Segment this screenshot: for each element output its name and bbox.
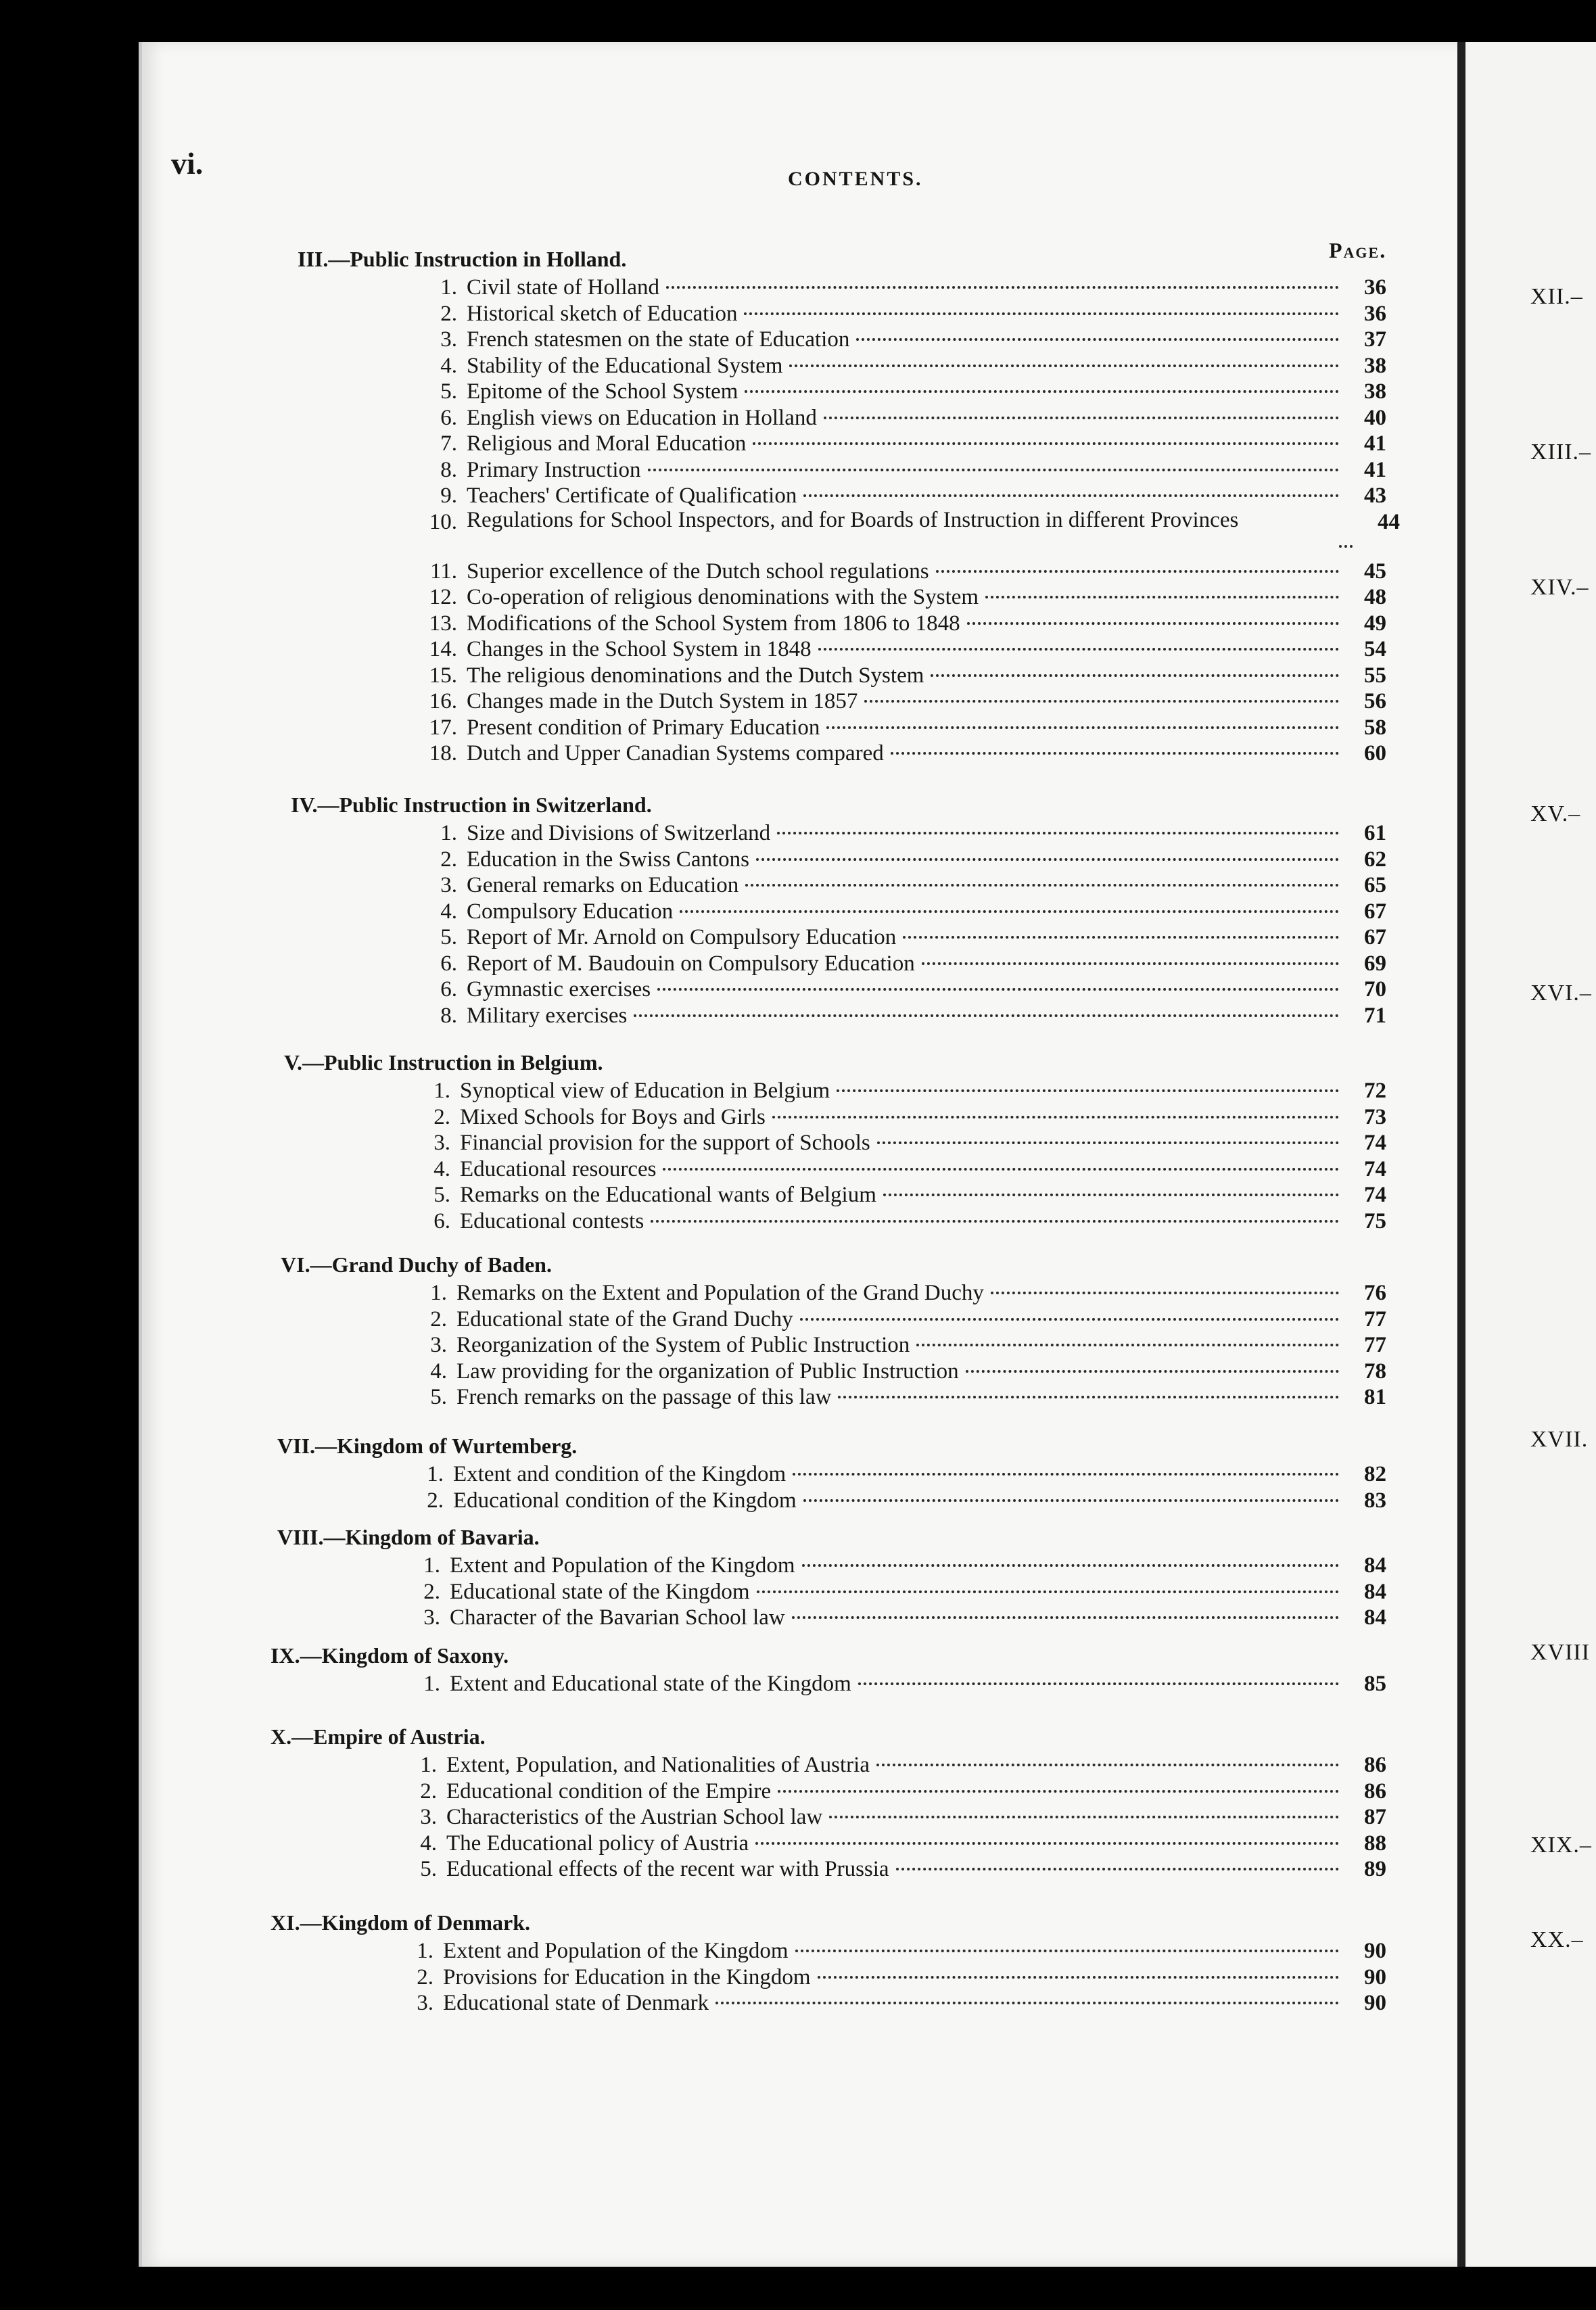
entry-number: 2.	[423, 1579, 440, 1604]
page-column-label: Page.	[1329, 238, 1387, 262]
dot-leader	[826, 726, 1339, 729]
entry-title: Synoptical view of Education in Belgium	[460, 1079, 830, 1103]
entry-number: 6.	[440, 977, 457, 1001]
toc-entry	[406, 636, 1386, 663]
entry-page-number: 54	[1364, 637, 1386, 662]
entry-page-number: 87	[1364, 1805, 1386, 1829]
adjacent-page-mark: XVIII	[1530, 1640, 1591, 1665]
dot-leader	[753, 442, 1339, 445]
dot-leader	[663, 1168, 1339, 1171]
entry-title: Educational condition of the Empire	[446, 1778, 772, 1804]
entry-page-number: 78	[1364, 1359, 1386, 1384]
entry-number: 8.	[440, 1003, 457, 1028]
entry-page-number: 90	[1364, 1939, 1386, 1963]
entry-page-number: 70	[1364, 977, 1386, 1001]
entry-title: Regulations for School Inspectors, and for Boards of Instruction in different Provinces	[467, 507, 1239, 532]
dot-leader	[966, 1370, 1339, 1373]
entry-number: 8.	[440, 457, 457, 482]
toc-entry	[406, 300, 1386, 327]
adjacent-page-mark: XIX.–	[1530, 1833, 1592, 1858]
entry-page-number: 72	[1364, 1079, 1386, 1103]
entry-number: 4.	[420, 1831, 437, 1856]
entry-title: Extent, Population, and Nationalities of Austria	[446, 1753, 870, 1777]
entry-page-number: 38	[1364, 353, 1386, 378]
entry-title: Report of Mr. Arnold on Compulsory Education	[467, 925, 897, 949]
entry-title: Dutch and Upper Canadian Systems compared	[467, 741, 884, 766]
entry-title: General remarks on Education	[467, 873, 739, 897]
entry-page-number: 84	[1364, 1605, 1386, 1630]
entry-number: 18.	[429, 741, 457, 766]
entry-title: Changes made in the Dutch System in 1857	[467, 689, 858, 714]
toc-entry	[389, 1670, 1386, 1697]
adjacent-page-mark: XVI.–	[1530, 981, 1592, 1006]
section-heading: VIII.—Kingdom of Bavaria.	[277, 1525, 540, 1549]
toc-entry	[406, 274, 1386, 301]
entry-page-number: 84	[1364, 1579, 1386, 1604]
dot-leader	[967, 622, 1339, 625]
entry-page-number: 67	[1364, 899, 1386, 924]
dot-leader	[903, 936, 1339, 939]
toc-entry	[406, 872, 1386, 899]
dot-leader	[824, 417, 1339, 419]
dot-leader	[931, 674, 1339, 677]
dot-leader	[877, 1141, 1339, 1144]
entry-number: 6.	[440, 951, 457, 976]
entry-page-number: 36	[1364, 275, 1386, 300]
entry-number: 1.	[427, 1462, 444, 1486]
entry-number: 6.	[440, 405, 457, 430]
entry-page-number: 74	[1364, 1183, 1386, 1207]
adjacent-page-mark: XIII.–	[1530, 440, 1592, 465]
entry-title: Extent and Population of the Kingdom	[443, 1939, 789, 1963]
dot-leader	[777, 832, 1339, 834]
toc-entry	[406, 378, 1386, 405]
entry-number: 14.	[429, 637, 457, 662]
entry-page-number: 75	[1364, 1208, 1386, 1233]
entry-title: Extent and condition of the Kingdom	[453, 1462, 787, 1486]
entry-number: 2.	[420, 1778, 437, 1804]
dot-leader	[756, 858, 1339, 861]
entry-title: The religious denominations and the Dutch System	[467, 663, 924, 688]
dot-leader	[651, 1220, 1339, 1223]
entry-number: 3.	[440, 873, 457, 897]
toc-entry	[406, 688, 1386, 715]
dot-leader	[803, 494, 1339, 497]
entry-title: Military exercises	[467, 1003, 628, 1028]
toc-entry	[406, 1002, 1386, 1029]
toc-entry	[392, 1461, 1386, 1488]
dot-leader	[858, 1682, 1339, 1685]
entry-title: Historical sketch of Education	[467, 301, 738, 326]
entry-title: Changes in the School System in 1848	[467, 637, 812, 662]
toc-entry	[406, 898, 1386, 925]
entry-number: 3.	[440, 327, 457, 352]
entry-page-number: 41	[1364, 431, 1386, 456]
toc-entry	[406, 846, 1386, 873]
toc-entry	[385, 1778, 1386, 1805]
dot-leader	[818, 648, 1339, 651]
toc-entry	[406, 404, 1386, 431]
toc-entry	[406, 430, 1386, 457]
dot-leader	[772, 1116, 1339, 1118]
adjacent-page-mark: XII.–	[1530, 284, 1583, 309]
toc-entry	[399, 1208, 1386, 1235]
entry-title: Educational state of Denmark	[443, 1991, 709, 2015]
entry-page-number: 43	[1364, 484, 1386, 508]
dot-leader	[864, 700, 1339, 703]
dot-leader	[1339, 545, 1353, 548]
dot-leader	[922, 962, 1339, 965]
entry-number: 2.	[440, 847, 457, 872]
entry-page-number: 48	[1364, 585, 1386, 610]
entry-title: Educational contests	[460, 1208, 644, 1233]
entry-title: Educational state of the Kingdom	[450, 1579, 750, 1604]
entry-number: 17.	[429, 715, 457, 740]
dot-leader	[648, 469, 1339, 471]
toc-entry	[406, 610, 1386, 637]
entry-title: Provisions for Education in the Kingdom	[443, 1964, 811, 1989]
section-heading: VI.—Grand Duchy of Baden.	[281, 1252, 552, 1277]
entry-page-number: 41	[1364, 457, 1386, 482]
entry-number: 3.	[420, 1805, 437, 1829]
dot-leader	[856, 338, 1339, 341]
entry-page-number: 90	[1364, 1991, 1386, 2015]
dot-leader	[891, 752, 1339, 755]
dot-leader	[793, 1473, 1339, 1476]
dot-leader	[745, 390, 1339, 393]
toc-entry	[406, 326, 1386, 353]
entry-number: 9.	[440, 484, 457, 508]
toc-entry	[389, 1604, 1386, 1631]
entry-number: 5.	[440, 379, 457, 404]
section-heading: VII.—Kingdom of Wurtemberg.	[277, 1434, 578, 1458]
entry-title: Remarks on the Extent and Population of the Grand Duchy	[456, 1281, 984, 1305]
entry-title: Educational condition of the Kingdom	[453, 1488, 797, 1513]
toc-entry	[396, 1331, 1386, 1359]
entry-page-number: 55	[1364, 663, 1386, 688]
entry-number: 2.	[433, 1104, 450, 1129]
dot-leader	[876, 1764, 1339, 1766]
entry-number: 13.	[429, 611, 457, 636]
entry-number: 4.	[440, 353, 457, 378]
entry-page-number: 85	[1364, 1672, 1386, 1696]
entry-title: Stability of the Educational System	[467, 353, 783, 378]
entry-title: Teachers' Certificate of Qualification	[467, 484, 797, 508]
entry-number: 2.	[440, 301, 457, 326]
entry-page-number: 60	[1364, 741, 1386, 766]
entry-number: 1.	[430, 1281, 447, 1305]
entry-number: 16.	[429, 689, 457, 714]
entry-page-number: 82	[1364, 1462, 1386, 1486]
entry-number: 5.	[420, 1857, 437, 1881]
toc-entry	[406, 584, 1386, 611]
adjacent-page-mark: XV.–	[1530, 801, 1581, 826]
entry-title: Epitome of the School System	[467, 379, 738, 404]
entry-page-number: 81	[1364, 1385, 1386, 1409]
entry-page-number: 86	[1364, 1778, 1386, 1804]
entry-page-number: 73	[1364, 1104, 1386, 1129]
entry-title: French remarks on the passage of this law	[456, 1385, 832, 1409]
adjacent-page-mark: XVII.	[1530, 1427, 1589, 1452]
entry-page-number: 40	[1364, 405, 1386, 430]
toc-entry	[396, 1279, 1386, 1306]
entry-page-number: 86	[1364, 1753, 1386, 1777]
entry-number: 2.	[417, 1964, 433, 1989]
dot-leader	[829, 1816, 1339, 1818]
entry-number: 7.	[440, 431, 457, 456]
entry-page-number: 74	[1364, 1131, 1386, 1155]
book-spine	[1457, 42, 1465, 2267]
dot-leader	[818, 1976, 1339, 1979]
toc-entry	[396, 1384, 1386, 1411]
entry-title: Extent and Educational state of the Kingdom	[450, 1672, 851, 1696]
dot-leader	[778, 1790, 1339, 1793]
section-heading: V.—Public Instruction in Belgium.	[284, 1050, 603, 1075]
toc-entry	[382, 1964, 1386, 1991]
entry-title: Character of the Bavarian School law	[450, 1605, 785, 1630]
entry-page-number: 77	[1364, 1333, 1386, 1357]
toc-entry	[406, 662, 1386, 689]
toc-entry	[382, 1989, 1386, 2017]
toc-entry	[399, 1129, 1386, 1156]
entry-number: 1.	[440, 821, 457, 845]
entry-number: 1.	[440, 275, 457, 300]
toc-entry	[399, 1104, 1386, 1131]
entry-title: Characteristics of the Austrian School law	[446, 1805, 823, 1829]
entry-number: 4.	[433, 1156, 450, 1181]
toc-entry	[406, 924, 1386, 951]
dot-leader	[837, 1089, 1339, 1092]
entry-title: Superior excellence of the Dutch school regulations	[467, 559, 929, 584]
toc-entry	[406, 976, 1386, 1003]
toc-entry	[399, 1077, 1386, 1104]
entry-title: Financial provision for the support of Schools	[460, 1131, 870, 1155]
entry-number: 3.	[433, 1131, 450, 1155]
entry-number: 12.	[429, 585, 457, 610]
entry-page-number: 74	[1364, 1156, 1386, 1181]
entry-title: English views on Education in Holland	[467, 405, 817, 430]
entry-page-number: 38	[1364, 379, 1386, 404]
entry-number: 1.	[420, 1753, 437, 1777]
toc-entry	[406, 714, 1386, 741]
adjacent-page-mark: XIV.–	[1530, 575, 1589, 600]
entry-title: Educational state of the Grand Duchy	[456, 1306, 793, 1331]
entry-page-number: 49	[1364, 611, 1386, 636]
toc-entry	[396, 1358, 1386, 1385]
entry-title: Extent and Population of the Kingdom	[450, 1553, 795, 1578]
entry-page-number: 44	[1378, 509, 1400, 534]
entry-number: 1.	[417, 1939, 433, 1963]
dot-leader	[800, 1318, 1339, 1321]
toc-entry	[396, 1306, 1386, 1333]
dot-leader	[634, 1014, 1339, 1017]
entry-number: 2.	[430, 1306, 447, 1331]
entry-title: Report of M. Baudouin on Compulsory Education	[467, 951, 915, 976]
toc-entry	[385, 1830, 1386, 1857]
entry-page-number: 69	[1364, 951, 1386, 976]
entry-title: Civil state of Holland	[467, 275, 660, 300]
toc-entry	[385, 1856, 1386, 1883]
dot-leader	[896, 1868, 1339, 1870]
entry-title: Religious and Moral Education	[467, 431, 747, 456]
dot-leader	[803, 1499, 1339, 1502]
dot-leader	[666, 286, 1339, 289]
entry-page-number: 62	[1364, 847, 1386, 872]
toc-entry	[406, 820, 1386, 847]
toc-entry	[389, 1578, 1386, 1605]
entry-number: 1.	[433, 1079, 450, 1103]
toc-entry	[406, 558, 1386, 585]
entry-page-number: 90	[1364, 1964, 1386, 1989]
toc-entry	[406, 352, 1386, 379]
entry-title: Education in the Swiss Cantons	[467, 847, 749, 872]
entry-number: 2.	[427, 1488, 444, 1513]
entry-page-number: 83	[1364, 1488, 1386, 1513]
entry-page-number: 67	[1364, 925, 1386, 949]
entry-title: Primary Instruction	[467, 457, 641, 482]
entry-title: Educational resources	[460, 1156, 657, 1181]
toc-entry	[406, 507, 1400, 559]
toc-entry	[385, 1804, 1386, 1831]
entry-number: 6.	[433, 1208, 450, 1233]
running-title: CONTENTS.	[788, 168, 923, 190]
entry-page-number: 89	[1364, 1857, 1386, 1881]
entry-page-number: 65	[1364, 873, 1386, 897]
entry-number: 15.	[429, 663, 457, 688]
entry-page-number: 58	[1364, 715, 1386, 740]
dot-leader	[745, 884, 1339, 887]
entry-title: Law providing for the organization of Public Instruction	[456, 1359, 959, 1384]
entry-title: Modifications of the School System from 1806 to 1848	[467, 611, 960, 636]
dot-leader	[936, 570, 1339, 573]
entry-page-number: 76	[1364, 1281, 1386, 1305]
toc-entry	[389, 1552, 1386, 1579]
entry-number: 1.	[423, 1553, 440, 1578]
entry-title: The Educational policy of Austria	[446, 1831, 749, 1856]
section-heading: III.—Public Instruction in Holland.	[298, 247, 627, 271]
toc-entry	[406, 482, 1386, 509]
entry-title: Remarks on the Educational wants of Belgium	[460, 1183, 876, 1207]
entry-title: French statesmen on the state of Education	[467, 327, 850, 352]
dot-leader	[755, 1842, 1339, 1845]
section-heading: IV.—Public Instruction in Switzerland.	[291, 793, 652, 817]
entry-title: Co-operation of religious denominations with the System	[467, 585, 979, 610]
dot-leader	[715, 2002, 1339, 2004]
entry-number: 3.	[423, 1605, 440, 1630]
entry-title: Present condition of Primary Education	[467, 715, 820, 740]
entry-title: Mixed Schools for Boys and Girls	[460, 1104, 766, 1129]
dot-leader	[795, 1950, 1339, 1952]
entry-number: 11.	[429, 559, 457, 584]
entry-title: Reorganization of the System of Public Instruction	[456, 1333, 910, 1357]
entry-page-number: 61	[1364, 821, 1386, 845]
section-heading: X.—Empire of Austria.	[271, 1724, 486, 1749]
dot-leader	[916, 1344, 1339, 1346]
dot-leader	[883, 1194, 1339, 1196]
toc-entry	[406, 456, 1386, 484]
toc-entry	[399, 1156, 1386, 1183]
entry-page-number: 88	[1364, 1831, 1386, 1856]
dot-leader	[744, 312, 1339, 315]
entry-number: 10.	[429, 509, 457, 534]
dot-leader	[680, 910, 1339, 913]
entry-title: Compulsory Education	[467, 899, 674, 924]
entry-number: 5.	[440, 925, 457, 949]
entry-number: 3.	[417, 1991, 433, 2015]
toc-entry	[392, 1487, 1386, 1514]
toc-entry	[385, 1751, 1386, 1778]
entry-number: 4.	[440, 899, 457, 924]
entry-page-number: 56	[1364, 689, 1386, 714]
toc-entry	[406, 740, 1386, 767]
dot-leader	[657, 988, 1339, 991]
entry-number: 5.	[433, 1183, 450, 1207]
dot-leader	[802, 1564, 1339, 1567]
dot-leader	[838, 1396, 1339, 1398]
toc-entry	[406, 950, 1386, 977]
toc-entry	[399, 1181, 1386, 1208]
entry-number: 1.	[423, 1672, 440, 1696]
entry-page-number: 71	[1364, 1003, 1386, 1028]
dot-leader	[991, 1292, 1339, 1294]
dot-leader	[985, 596, 1339, 598]
page-number: vi.	[171, 146, 204, 181]
dot-leader	[792, 1616, 1339, 1619]
adjacent-page-mark: XX.–	[1530, 1927, 1584, 1952]
entry-number: 3.	[430, 1333, 447, 1357]
entry-page-number: 36	[1364, 301, 1386, 326]
section-heading: XI.—Kingdom of Denmark.	[271, 1910, 531, 1935]
entry-number: 4.	[430, 1359, 447, 1384]
dot-leader	[757, 1590, 1339, 1593]
entry-title: Size and Divisions of Switzerland	[467, 821, 771, 845]
dot-leader	[789, 364, 1339, 367]
entry-page-number: 77	[1364, 1306, 1386, 1331]
section-heading: IX.—Kingdom of Saxony.	[271, 1643, 509, 1668]
entry-page-number: 84	[1364, 1553, 1386, 1578]
entry-number: 5.	[430, 1385, 447, 1409]
entry-page-number: 37	[1364, 327, 1386, 352]
entry-title: Educational effects of the recent war with Prussia	[446, 1857, 889, 1881]
adjacent-page-edge	[1465, 42, 1596, 2267]
toc-entry	[382, 1937, 1386, 1964]
entry-page-number: 45	[1364, 559, 1386, 584]
entry-title: Gymnastic exercises	[467, 977, 651, 1001]
